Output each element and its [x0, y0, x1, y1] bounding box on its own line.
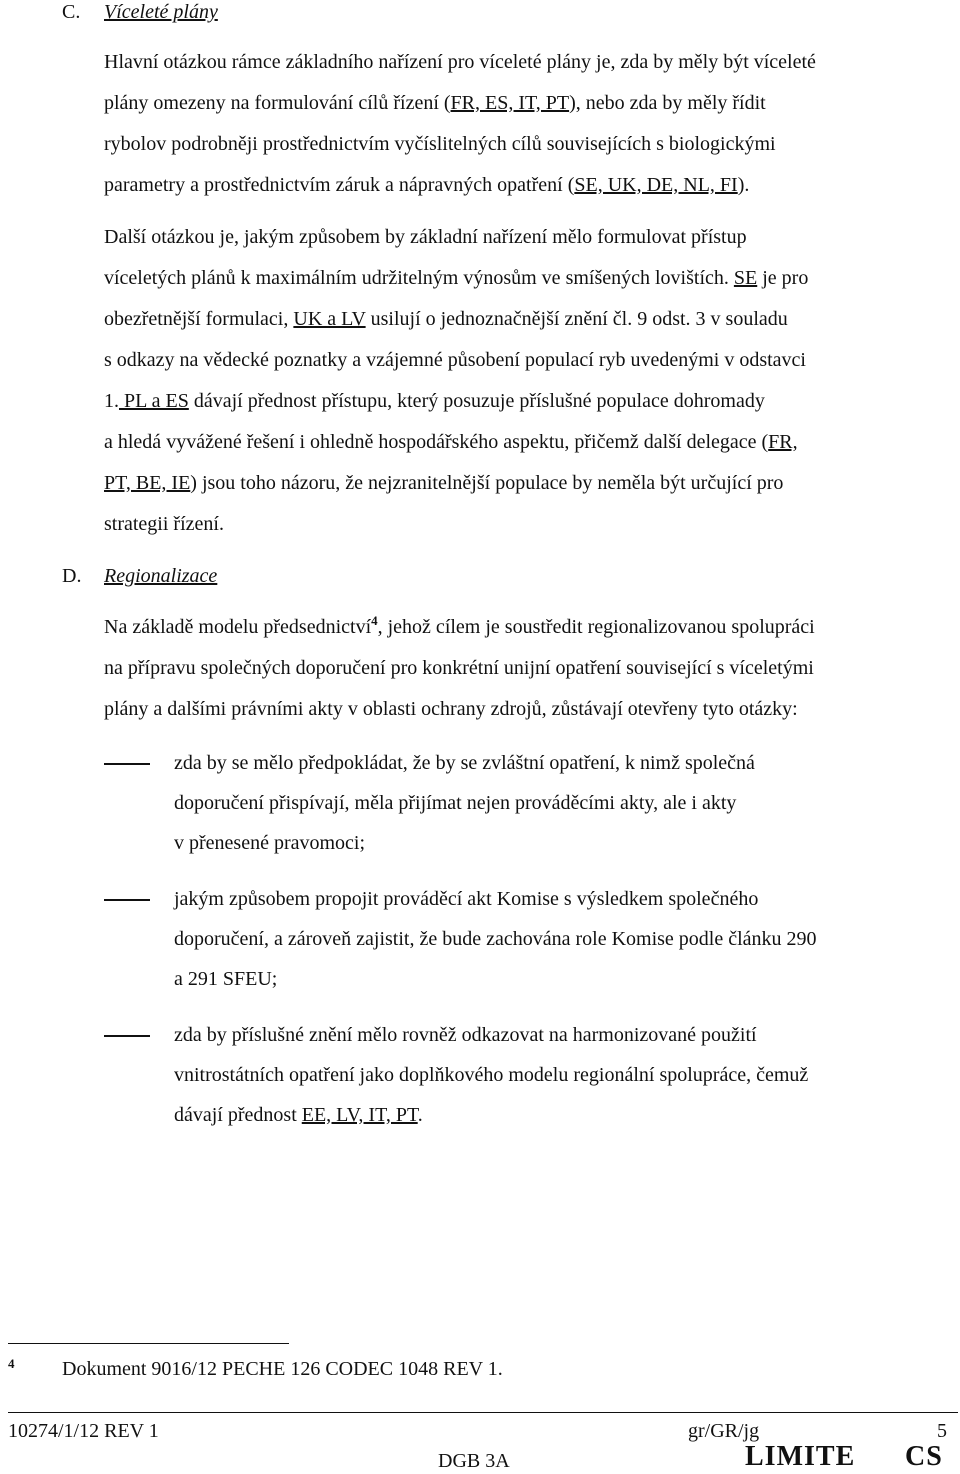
text-line: rybolov podrobněji prostřednictvím vyčíslitelných cílů souvisejících s biologickými	[104, 133, 776, 155]
text-line: v přenesené pravomoci;	[174, 832, 366, 854]
text-line: a 291 SFEU;	[174, 968, 278, 990]
text-line	[104, 607, 944, 648]
text-line: zda by příslušné znění mělo rovněž odkazovat na harmonizované použití	[174, 1024, 757, 1046]
footnote-separator	[8, 1343, 289, 1344]
text-span: dávají přednost přístupu, který posuzuje příslušné populace dohromady	[188, 390, 765, 412]
text-span: ) jsou toho názoru, že nejzranitelnější populace by neměla být určující pro	[190, 472, 784, 494]
section-title: Víceleté plány	[104, 1, 218, 23]
text-line	[104, 165, 944, 206]
bullet-text	[174, 743, 944, 863]
text-line: Další otázkou je, jakým způsobem by základní nařízení mělo formulovat přístup	[104, 226, 747, 248]
text-line	[104, 381, 944, 422]
footnote-text: Dokument 9016/12 PECHE 126 CODEC 1048 REV 1.	[62, 1358, 503, 1380]
text-line: doporučení přispívají, měla přijímat nejen prováděcími akty, ale i akty	[174, 792, 737, 814]
member-states: EE, LV, IT, PT	[301, 1104, 418, 1126]
text-span: parametry a prostřednictvím záruk a nápravných opatření (	[104, 174, 575, 196]
text-span: víceletých plánů k maximálním udržitelným výnosům ve smíšených lovištích.	[104, 267, 734, 289]
text-line: doporučení, a zároveň zajistit, že bude zachována role Komise podle článku 290	[174, 928, 817, 950]
text-line	[104, 422, 944, 463]
author-initials: gr/GR/jg	[688, 1420, 760, 1442]
footer-separator	[8, 1412, 958, 1413]
text-span: Na základě modelu předsednictví	[104, 616, 372, 638]
paragraph-3	[104, 607, 944, 730]
text-span: je pro	[757, 267, 809, 289]
footnote-number: 4	[8, 1356, 15, 1371]
text-line: s odkazy na vědecké poznatky a vzájemné působení populací ryb uvedenými v odstavci	[104, 349, 806, 371]
text-line: na přípravu společných doporučení pro konkrétní unijní opatření související s víceletými	[104, 657, 814, 679]
text-line: jakým způsobem propojit prováděcí akt Komise s výsledkem společného	[174, 888, 759, 910]
text-span: ).	[737, 174, 750, 196]
text-span: usilují o jednoznačnější znění čl. 9 odst. 3 v souladu	[365, 308, 788, 330]
section-letter: D.	[62, 565, 82, 587]
footnote-reference[interactable]: 4	[371, 613, 378, 628]
text-span: 1.	[104, 390, 119, 412]
text-line	[104, 83, 944, 124]
text-span: , jehož cílem je soustředit regionalizovanou spolupráci	[377, 616, 815, 638]
member-states: SE	[733, 267, 758, 289]
member-states: SE, UK, DE, NL, FI	[574, 174, 738, 196]
text-line: strategii řízení.	[104, 513, 224, 535]
page-number: 5	[937, 1420, 947, 1442]
member-states: FR, ES, IT, PT	[450, 92, 570, 114]
bullet-text	[174, 1015, 944, 1135]
member-states: PT, BE, IE	[104, 472, 191, 494]
directorate-code: DGB 3A	[438, 1450, 510, 1472]
text-span: .	[417, 1104, 423, 1126]
text-line: vnitrostátních opatření jako doplňkového modelu regionální spolupráce, čemuž	[174, 1064, 809, 1086]
text-line: Hlavní otázkou rámce základního nařízení pro víceleté plány je, zda by měly být víceleté	[104, 51, 816, 73]
text-span: a hledá vyvážené řešení i ohledně hospodářského aspektu, přičemž další delegace (	[104, 431, 769, 453]
member-states: FR,	[768, 431, 798, 453]
text-line	[104, 463, 944, 504]
paragraph-1	[104, 42, 944, 206]
text-span: dávají přednost	[174, 1104, 302, 1126]
section-d-heading	[62, 564, 217, 588]
text-line	[104, 258, 944, 299]
language-code: CS	[905, 1441, 943, 1472]
text-span: plány omezeny na formulování cílů řízení (	[104, 92, 451, 114]
section-title: Regionalizace	[104, 565, 218, 587]
bullet-text	[174, 879, 944, 999]
text-line	[104, 299, 944, 340]
section-c-heading	[62, 0, 218, 24]
member-states: PL a ES	[119, 390, 189, 412]
text-line: zda by se mělo předpokládat, že by se zvláštní opatření, k nimž společná	[174, 752, 755, 774]
section-letter: C.	[62, 1, 81, 23]
limite-marking: LIMITE	[745, 1441, 856, 1472]
text-span: obezřetnější formulaci,	[104, 308, 294, 330]
dash-bullet-icon	[104, 763, 150, 765]
dash-bullet-icon	[104, 1035, 150, 1037]
text-line: plány a dalšími právními akty v oblasti ochrany zdrojů, zůstávají otevřeny tyto otázky:	[104, 698, 798, 720]
paragraph-2	[104, 217, 944, 545]
member-states: UK a LV	[293, 308, 366, 330]
text-span: ), nebo zda by měly řídit	[569, 92, 766, 114]
document-reference: 10274/1/12 REV 1	[8, 1420, 159, 1442]
text-line	[174, 1095, 944, 1135]
dash-bullet-icon	[104, 899, 150, 901]
